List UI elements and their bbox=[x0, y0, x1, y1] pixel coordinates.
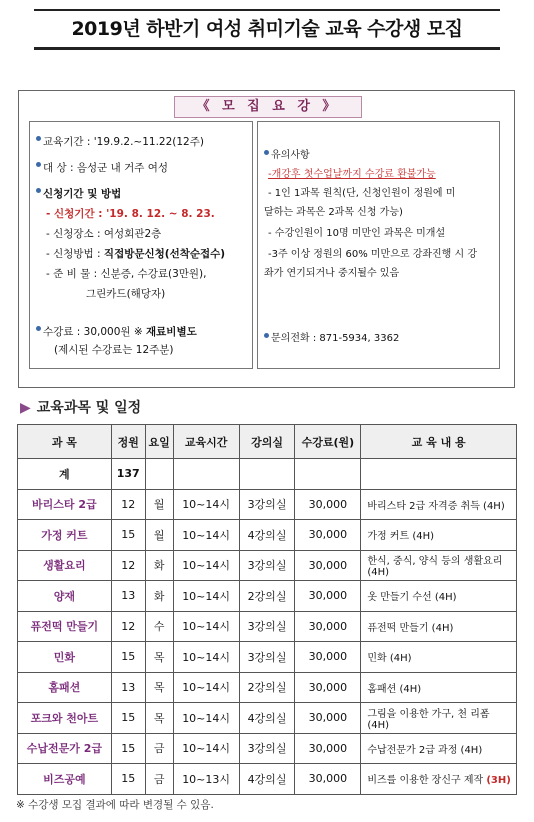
capacity-cell: 15 bbox=[111, 733, 145, 764]
capacity-cell: 13 bbox=[111, 672, 145, 703]
bullet-icon bbox=[36, 188, 41, 193]
subject-cell: 수납전문가 2급 bbox=[18, 733, 112, 764]
fee-cell: 30,000 bbox=[295, 581, 361, 612]
total-label: 계 bbox=[18, 459, 112, 490]
room-cell: 4강의실 bbox=[239, 764, 295, 795]
header-room: 강의실 bbox=[239, 425, 295, 459]
fee-cell: 30,000 bbox=[295, 520, 361, 551]
bullet-icon bbox=[264, 150, 269, 155]
total-value: 137 bbox=[111, 459, 145, 490]
room-cell: 3강의실 bbox=[239, 733, 295, 764]
table-row bbox=[18, 672, 517, 703]
day-cell: 월 bbox=[145, 520, 173, 551]
capacity-cell: 13 bbox=[111, 581, 145, 612]
time-cell: 10~14시 bbox=[173, 550, 239, 581]
refund-notice: -개강후 첫수업날까지 수강료 환불가능 bbox=[268, 169, 436, 180]
triangle-icon: ▶ bbox=[20, 400, 31, 416]
capacity-cell: 15 bbox=[111, 642, 145, 673]
table-row bbox=[18, 581, 517, 612]
bullet-icon bbox=[36, 326, 41, 331]
fee-note: (제시된 수강료는 12주분) bbox=[54, 344, 174, 356]
content-text: 옷 만들기 수선 (4H) bbox=[367, 592, 457, 604]
notice-3a: -3주 이상 정원의 60% 미만으로 강좌진행 시 강 bbox=[268, 249, 478, 260]
items-line: - 준 비 물 : 신분증, 수강료(3만원), bbox=[46, 268, 207, 280]
content-text: 수납전문가 2급 과정 (4H) bbox=[367, 744, 483, 756]
room-cell: 4강의실 bbox=[239, 520, 295, 551]
bullet-icon bbox=[36, 136, 41, 141]
fee-cell: 30,000 bbox=[295, 672, 361, 703]
fee-cell: 30,000 bbox=[295, 489, 361, 520]
table-row bbox=[18, 703, 517, 734]
footnote: ※ 수강생 모집 결과에 따라 변경될 수 있음. bbox=[16, 799, 214, 811]
apply-method-line: - 신청방법 : 직접방문신청(선착순접수) bbox=[46, 248, 226, 260]
day-cell: 목 bbox=[145, 703, 173, 734]
table-row bbox=[18, 611, 517, 642]
subject-cell: 바리스타 2급 bbox=[18, 489, 112, 520]
content-text: 비즈를 이용한 장신구 제작 bbox=[367, 775, 487, 787]
fee-cell: 30,000 bbox=[295, 611, 361, 642]
contact-line: 문의전화 : 871-5934, 3362 bbox=[264, 331, 493, 346]
content-text: 퓨전떡 만들기 (4H) bbox=[367, 622, 454, 634]
header-content: 교 육 내 용 bbox=[361, 425, 517, 459]
content-highlight: (3H) bbox=[486, 775, 511, 787]
page-title: 2019년 하반기 여성 취미기술 교육 수강생 모집 bbox=[71, 18, 463, 40]
recruitment-details bbox=[29, 121, 253, 369]
notice-1a: - 1인 1과목 원칙(단, 신청인원이 정원에 미 bbox=[268, 188, 456, 199]
apply-period: - 신청기간 : '19. 8. 12. ~ 8. 23. bbox=[46, 208, 215, 220]
table-row bbox=[18, 489, 517, 520]
header-capacity: 정원 bbox=[111, 425, 145, 459]
table-row bbox=[18, 520, 517, 551]
fee-cell: 30,000 bbox=[295, 703, 361, 734]
day-cell: 목 bbox=[145, 642, 173, 673]
time-cell: 10~14시 bbox=[173, 642, 239, 673]
content-cell bbox=[361, 550, 517, 581]
content-cell bbox=[361, 581, 517, 612]
apply-place: - 신청장소 : 여성회관2층 bbox=[46, 228, 162, 240]
target-line: 대 상 : 음성군 내 거주 여성 bbox=[36, 160, 246, 176]
content-cell bbox=[361, 764, 517, 795]
content-cell bbox=[361, 611, 517, 642]
content-cell bbox=[361, 489, 517, 520]
time-cell: 10~14시 bbox=[173, 733, 239, 764]
section-title: ▶ 교육과목 및 일정 bbox=[20, 400, 142, 416]
day-cell: 화 bbox=[145, 550, 173, 581]
content-text: 바리스타 2급 자격증 취득 (4H) bbox=[367, 500, 505, 512]
notice-box bbox=[257, 121, 500, 369]
content-text: 가정 커트 (4H) bbox=[367, 531, 435, 543]
fee-cell: 30,000 bbox=[295, 764, 361, 795]
total-row bbox=[18, 459, 517, 490]
capacity-cell: 12 bbox=[111, 489, 145, 520]
fee-line: 수강료 : 30,000원 ※ 재료비별도 bbox=[36, 324, 246, 340]
time-cell: 10~14시 bbox=[173, 703, 239, 734]
recruitment-heading: 《 모 집 요 강 》 bbox=[174, 96, 362, 118]
room-cell: 3강의실 bbox=[239, 642, 295, 673]
recruitment-box bbox=[18, 90, 515, 388]
items-line-2: 그린카드(해당자) bbox=[86, 288, 166, 300]
fee-cell: 30,000 bbox=[295, 642, 361, 673]
bullet-icon bbox=[264, 333, 269, 338]
time-cell: 10~14시 bbox=[173, 489, 239, 520]
subject-cell: 양재 bbox=[18, 581, 112, 612]
room-cell: 2강의실 bbox=[239, 581, 295, 612]
subject-cell: 홈패션 bbox=[18, 672, 112, 703]
header-day: 요일 bbox=[145, 425, 173, 459]
time-cell: 10~14시 bbox=[173, 520, 239, 551]
room-cell: 2강의실 bbox=[239, 672, 295, 703]
day-cell: 월 bbox=[145, 489, 173, 520]
header-time: 교육시간 bbox=[173, 425, 239, 459]
notice-2: - 수강인원이 10명 미만인 과목은 미개설 bbox=[268, 228, 446, 239]
notice-3b: 좌가 연기되거나 중지될수 있음 bbox=[264, 268, 400, 279]
table-row bbox=[18, 733, 517, 764]
table-row bbox=[18, 764, 517, 795]
subject-cell: 생활요리 bbox=[18, 550, 112, 581]
header-subject: 과 목 bbox=[18, 425, 112, 459]
subject-cell: 퓨전떡 만들기 bbox=[18, 611, 112, 642]
period-line: 교육기간 : '19.9.2.~11.22(12주) bbox=[36, 134, 246, 150]
capacity-cell: 15 bbox=[111, 703, 145, 734]
schedule-table bbox=[17, 424, 517, 795]
subject-cell: 포크와 천아트 bbox=[18, 703, 112, 734]
time-cell: 10~13시 bbox=[173, 764, 239, 795]
bullet-icon bbox=[36, 162, 41, 167]
header-fee: 수강료(원) bbox=[295, 425, 361, 459]
capacity-cell: 15 bbox=[111, 520, 145, 551]
subject-cell: 비즈공예 bbox=[18, 764, 112, 795]
title-rule-bottom bbox=[34, 47, 500, 50]
content-cell bbox=[361, 733, 517, 764]
content-text: 그림을 이용한 가구, 천 리폼 (4H) bbox=[367, 708, 490, 731]
capacity-cell: 12 bbox=[111, 550, 145, 581]
table-row bbox=[18, 550, 517, 581]
notice-heading: 유의사항 bbox=[264, 148, 493, 163]
table-header-row bbox=[18, 425, 517, 459]
day-cell: 목 bbox=[145, 672, 173, 703]
capacity-cell: 12 bbox=[111, 611, 145, 642]
day-cell: 금 bbox=[145, 733, 173, 764]
room-cell: 3강의실 bbox=[239, 611, 295, 642]
time-cell: 10~14시 bbox=[173, 672, 239, 703]
time-cell: 10~14시 bbox=[173, 581, 239, 612]
day-cell: 화 bbox=[145, 581, 173, 612]
fee-cell: 30,000 bbox=[295, 550, 361, 581]
time-cell: 10~14시 bbox=[173, 611, 239, 642]
room-cell: 3강의실 bbox=[239, 550, 295, 581]
day-cell: 수 bbox=[145, 611, 173, 642]
content-text: 한식, 중식, 양식 등의 생활요리 (4H) bbox=[367, 556, 503, 579]
content-cell bbox=[361, 703, 517, 734]
day-cell: 금 bbox=[145, 764, 173, 795]
fee-cell: 30,000 bbox=[295, 733, 361, 764]
content-text: 민화 (4H) bbox=[367, 653, 412, 665]
content-cell bbox=[361, 642, 517, 673]
subject-cell: 민화 bbox=[18, 642, 112, 673]
title-rule-top bbox=[34, 9, 500, 11]
subject-cell: 가정 커트 bbox=[18, 520, 112, 551]
table-row bbox=[18, 642, 517, 673]
capacity-cell: 15 bbox=[111, 764, 145, 795]
content-text: 홈패션 (4H) bbox=[367, 683, 422, 695]
apply-heading: 신청기간 및 방법 bbox=[36, 186, 246, 202]
content-cell bbox=[361, 672, 517, 703]
notice-1b: 달하는 과목은 2과목 신청 가능) bbox=[264, 207, 403, 218]
content-cell bbox=[361, 520, 517, 551]
room-cell: 3강의실 bbox=[239, 489, 295, 520]
room-cell: 4강의실 bbox=[239, 703, 295, 734]
